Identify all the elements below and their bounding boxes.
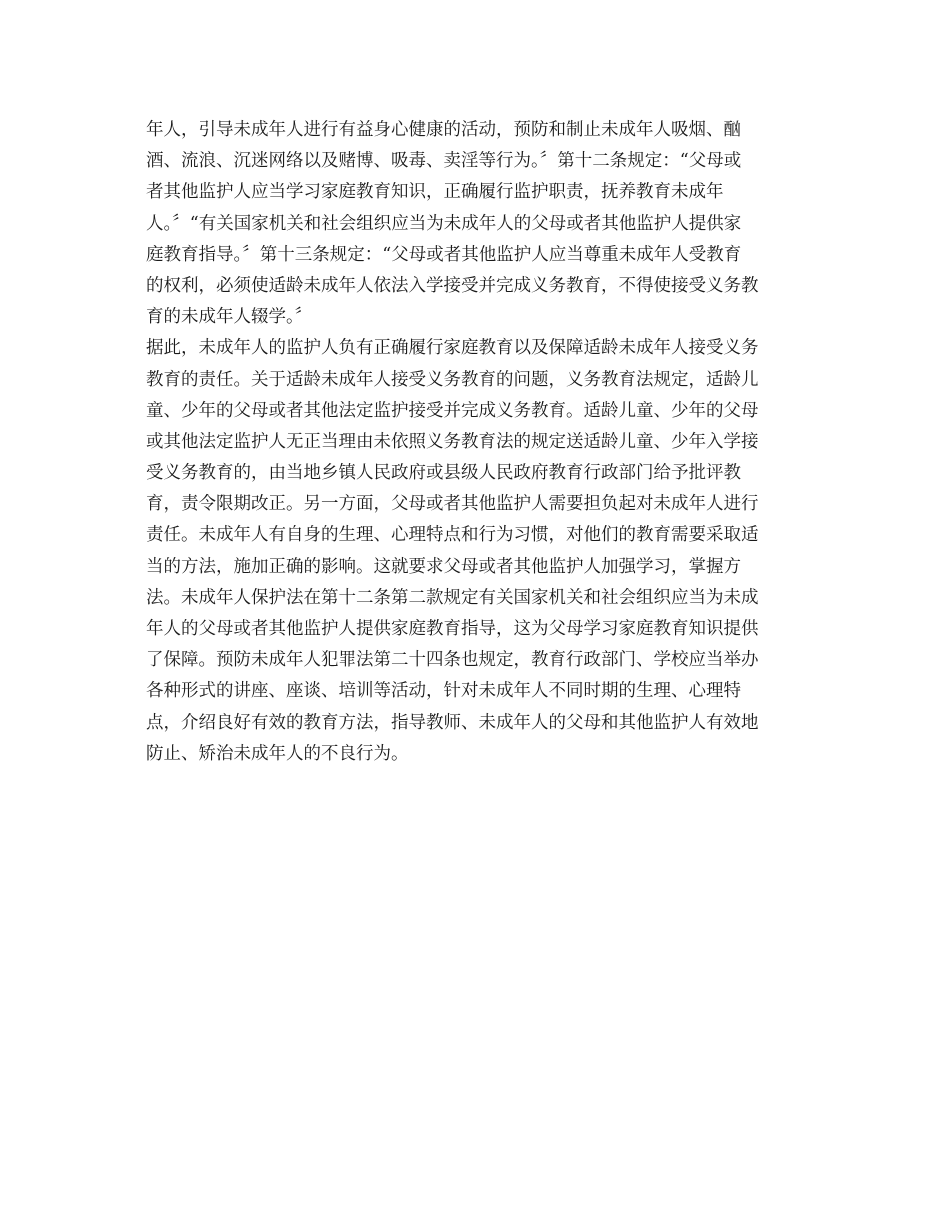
text-line: 人。〞“有关国家机关和社会组织应当为未成年人的父母或者其他监护人提供家 xyxy=(146,213,742,234)
text-line: 点，介绍良好有效的教育方法，指导教师、未成年人的父母和其他监护人有效地 xyxy=(146,712,759,733)
text-line: 年人，引导未成年人进行有益身心健康的活动，预防和制止未成年人吸烟、酗 xyxy=(146,120,741,140)
text-line: 法。未成年人保护法在第十二条第二款规定有关国家机关和社会组织应当为未成 xyxy=(146,587,759,608)
text-line: 当的方法，施加正确的影响。这就要求父母或者其他监护人加强学习，掌握方 xyxy=(146,556,741,577)
text-line: 年人的父母或者其他监护人提供家庭教育指导，这为父母学习家庭教育知识提供 xyxy=(146,619,759,639)
body-text xyxy=(146,115,806,770)
text-line: 责任。未成年人有自身的生理、心理特点和行为习惯，对他们的教育需要采取适 xyxy=(146,525,759,546)
text-line: 据此，未成年人的监护人负有正确履行家庭教育以及保障适龄未成年人接受义务 xyxy=(146,338,759,359)
text-line: 童、少年的父母或者其他法定监护接受并完成义务教育。适龄儿童、少年的父母 xyxy=(146,400,759,421)
text-line: 者其他监护人应当学习家庭教育知识，正确履行监护职责，抚养教育未成年 xyxy=(146,182,724,203)
text-line: 受义务教育的，由当地乡镇人民政府或县级人民政府教育行政部门给予批评教 xyxy=(146,463,741,484)
text-line: 庭教育指导。〞第十三条规定：“父母或者其他监护人应当尊重未成年人受教育 xyxy=(146,244,742,265)
text-line: 或其他法定监护人无正当理由未依照义务教育法的规定送适龄儿童、少年入学接 xyxy=(146,431,759,452)
text-line: 育的未成年人辍学。〞 xyxy=(146,307,313,328)
text-line: 各种形式的讲座、座谈、培训等活动，针对未成年人不同时期的生理、心理特 xyxy=(146,681,741,702)
text-line: 酒、流浪、沉迷网络以及赌博、吸毒、卖淫等行为。〞第十二条规定：“父母或 xyxy=(146,151,742,172)
text-line: 的权利，必须使适龄未成年人依法入学接受并完成义务教育，不得使接受义务教 xyxy=(146,275,759,296)
text-line: 教育的责任。关于适龄未成年人接受义务教育的问题，义务教育法规定，适龄儿 xyxy=(146,369,759,390)
text-line: 了保障。预防未成年人犯罪法第二十四条也规定，教育行政部门、学校应当举办 xyxy=(146,650,759,671)
text-line: 防止、矫治未成年人的不良行为。 xyxy=(146,743,409,764)
text-line: 育，责令限期改正。另一方面，父母或者其他监护人需要担负起对未成年人进行 xyxy=(146,494,759,515)
